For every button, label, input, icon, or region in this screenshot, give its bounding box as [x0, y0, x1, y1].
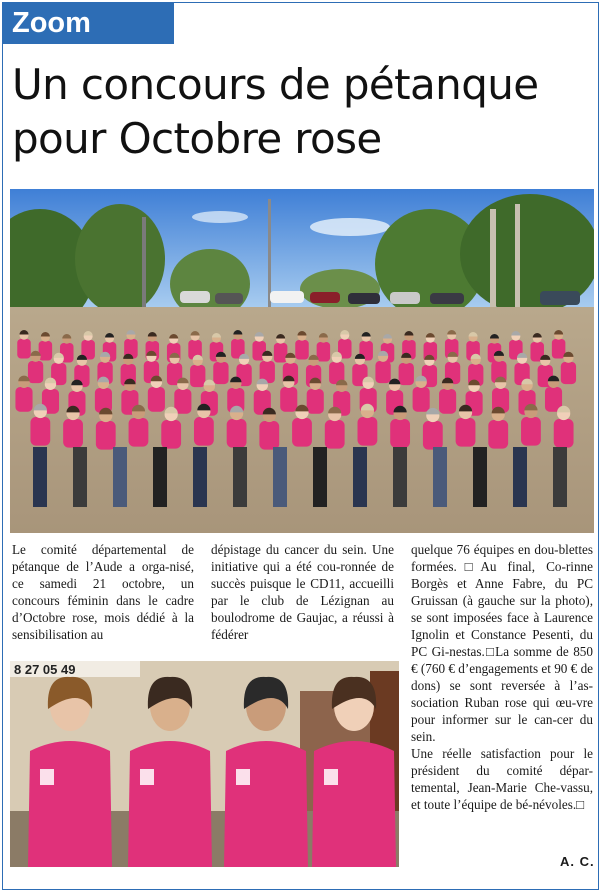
headline — [12, 58, 597, 166]
article-paragraph: quelque 76 équipes en dou-blettes formées.□Au final, Co-rinne Borgès et Anne Fabre, du PC Gruissan (à gauche sur la photo), se sont imposées face à Laurence Ignolin et Constance Pesenti, du PC Gi-nestas.□La somme de 850 € (760 € d’engagements et 90 € de dons) se sont reversée à l’as-sociation Ruban rose qui œu-vre pour informer sur le can-cer du sein. — [411, 542, 594, 744]
article-paragraph: Le comité départemental de pétanque de l’Aude a orga-nisé, ce samedi 21 octobre, un concours féminin dans le cadre d’Octobre rose, mois dédié à la sensibilisation au — [12, 542, 194, 642]
finalists-photo — [10, 661, 399, 867]
section-rubric — [2, 2, 174, 44]
group-photo — [10, 189, 594, 533]
article-paragraph: dépistage du cancer du sein. Une initiative qui a été cou-ronnée de succès puisque le CD11, accueilli par le club de Lézignan au boulodrome de Gaujac, a réussi à fédérer — [211, 542, 394, 642]
article-column-1 — [12, 541, 194, 643]
rubric-label: Zoom — [12, 7, 91, 39]
headline-line-2: pour Octobre rose — [12, 114, 382, 163]
article-column-2 — [211, 541, 394, 643]
article-paragraph: Une réelle satisfaction pour le président du comité dépar-temental, Jean-Marie Che-vassu, et toute l’équipe de bé-névoles.□ — [411, 746, 593, 812]
headline-line-1: Un concours de pétanque — [12, 60, 539, 109]
scoreboard-text: 8 27 05 49 — [14, 662, 76, 677]
author-signature: A. C. — [560, 854, 595, 869]
article-column-3 — [411, 541, 593, 813]
